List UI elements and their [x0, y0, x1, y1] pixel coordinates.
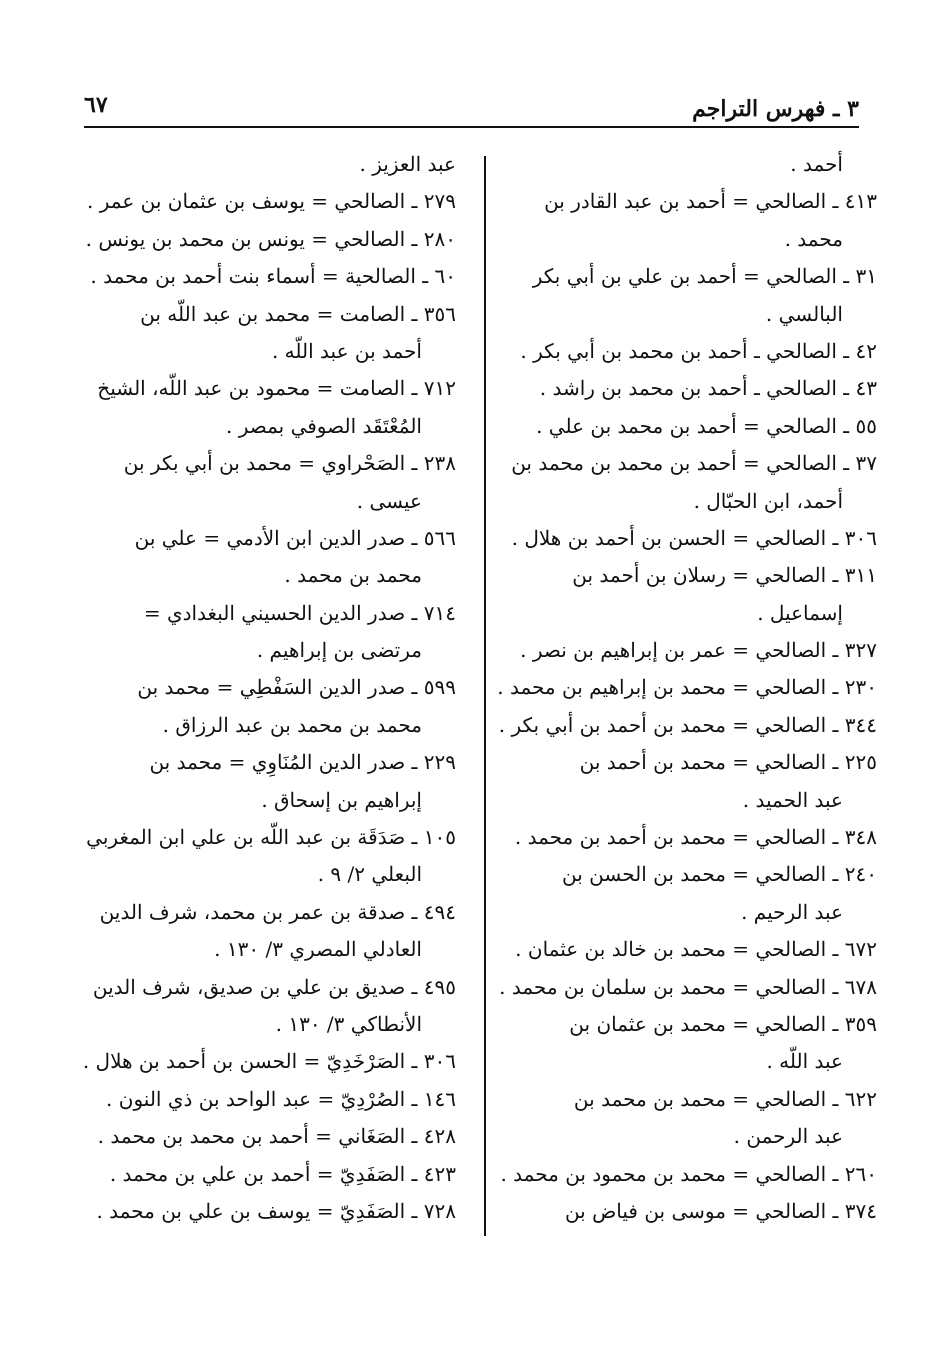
page-header	[84, 90, 859, 124]
index-entry: ٥٥ ـ الصالحي = أحمد بن محمد بن علي .	[536, 413, 877, 438]
index-entry: ١٤٦ ـ الصُرْدِيّ = عبد الواحد بن ذي النون .	[106, 1086, 456, 1111]
index-entry: ٦٧٢ ـ الصالحي = محمد بن خالد بن عثمان .	[515, 937, 877, 962]
index-entry: ٢٨٠ ـ الصالحي = يونس بن محمد بن يونس .	[85, 226, 456, 251]
index-entry-continuation: محمد بن محمد .	[284, 563, 422, 588]
index-entry: ٦٠ ـ الصالحية = أسماء بنت أحمد بن محمد .	[90, 264, 456, 289]
index-entry: ٣١ ـ الصالحي = أحمد بن علي بن أبي بكر	[532, 264, 877, 289]
index-entry: ٣١١ ـ الصالحي = رسلان بن أحمد بن	[572, 563, 877, 588]
index-entry: ٤٩٤ ـ صدقة بن عمر بن محمد، شرف الدين	[99, 899, 456, 924]
index-entry: ٤٣ ـ الصالحي ـ أحمد بن محمد بن راشد .	[539, 376, 877, 401]
index-entry: ٣٧ ـ الصالحي = أحمد بن محمد بن محمد بن	[511, 451, 877, 476]
index-entry: ٢٤٠ ـ الصالحي = محمد بن الحسن بن	[561, 862, 877, 887]
index-entry-continuation: أحمد .	[790, 152, 843, 176]
index-entry-continuation: مرتضى بن إبراهيم .	[256, 638, 422, 663]
index-entry: ٤٢٣ ـ الصَفَدِيّ = أحمد بن علي بن محمد .	[109, 1161, 456, 1186]
index-entry-continuation: البالسي .	[765, 301, 843, 326]
index-entry: ٢٣٨ ـ الصَحْراوي = محمد بن أبي بكر بن	[123, 451, 456, 476]
index-entry-continuation: محمد بن محمد بن عبد الرزاق .	[162, 712, 422, 737]
section-title: ٣ ـ فهرس التراجم	[692, 96, 859, 122]
index-entry: ٢٧٩ ـ الصالحي = يوسف بن عثمان بن عمر .	[87, 189, 456, 214]
right-column	[497, 146, 877, 1230]
index-entry-continuation: عبد الحميد .	[742, 787, 843, 812]
index-entry: ٤٢٨ ـ الصَغَاني = أحمد بن محمد بن محمد .	[97, 1124, 456, 1149]
index-entry: ٤١٣ ـ الصالحي = أحمد بن عبد القادر بن	[544, 189, 877, 214]
index-entry: ٣٠٦ ـ الصَرْخَدِيّ = الحسن بن أحمد بن هلال .	[82, 1049, 456, 1074]
index-entry-continuation: عبد الرحمن .	[733, 1124, 843, 1149]
index-entry-continuation: محمد .	[784, 226, 843, 251]
index-entry: ٦٢٢ ـ الصالحي = محمد بن محمد بن	[573, 1086, 877, 1111]
index-entry-continuation: المُعْتَقَد الصوفي بمصر .	[225, 413, 422, 438]
index-entry-continuation: البعلي ٢/ ٩ .	[317, 862, 422, 887]
column-divider	[484, 156, 486, 1236]
index-entry: ٣٥٩ ـ الصالحي = محمد بن عثمان بن	[569, 1011, 877, 1036]
index-entry: ٧١٤ ـ صدر الدين الحسيني البغدادي =	[143, 600, 456, 625]
index-entry: ٢٣٠ ـ الصالحي = محمد بن إبراهيم بن محمد .	[497, 675, 877, 700]
index-entry: ٤٩٥ ـ صديق بن علي بن صديق، شرف الدين	[92, 974, 456, 999]
index-entry: ٢٦٠ ـ الصالحي = محمد بن محمود بن محمد .	[500, 1161, 877, 1186]
page-number: ٦٧	[84, 92, 108, 118]
index-entry: ٢٢٩ ـ صدر الدين المُنَاوِي = محمد بن	[149, 750, 456, 775]
index-entry-continuation: عيسى .	[356, 488, 422, 513]
index-entry-continuation: عبد اللّه .	[766, 1049, 843, 1074]
index-entry: ٣٤٤ ـ الصالحي = محمد بن أحمد بن أبي بكر .	[498, 712, 877, 737]
header-rule	[84, 126, 859, 128]
index-entry: ٤٢ ـ الصالحي ـ أحمد بن محمد بن أبي بكر .	[520, 338, 877, 363]
index-entry: ٣٧٤ ـ الصالحي = موسى بن فياض بن	[564, 1198, 877, 1223]
index-entry-continuation: إبراهيم بن إسحاق .	[261, 787, 422, 812]
index-entry-continuation: إسماعيل .	[757, 600, 843, 625]
index-entry: ١٠٥ ـ صَدَقَة بن عبد اللّه بن علي ابن المغربي	[86, 825, 456, 850]
index-entry: ٧١٢ ـ الصامت = محمود بن عبد اللّه، الشيخ	[97, 376, 456, 401]
index-entry-continuation: الأنطاكي ٣/ ١٣٠ .	[275, 1011, 422, 1036]
index-entry: ٦٧٨ ـ الصالحي = محمد بن سلمان بن محمد .	[499, 974, 877, 999]
left-column	[76, 146, 456, 1230]
index-entry: ٥٦٦ ـ صدر الدين ابن الأدمي = علي بن	[134, 525, 456, 550]
index-entry: ٧٢٨ ـ الصَفَدِيّ = يوسف بن علي بن محمد .	[96, 1198, 456, 1223]
index-entry: ٣٠٦ ـ الصالحي = الحسن بن أحمد بن هلال .	[511, 525, 877, 550]
index-entry: ٥٩٩ ـ صدر الدين السَفْطِي = محمد بن	[137, 675, 456, 700]
index-entry: ٣٢٧ ـ الصالحي = عمر بن إبراهيم بن نصر .	[520, 638, 877, 663]
index-entry: عبد العزيز .	[359, 152, 456, 176]
index-entry-continuation: أحمد بن عبد اللّه .	[271, 338, 422, 363]
index-entry-continuation: أحمد، ابن الحبّال .	[693, 488, 843, 513]
index-entry: ٢٢٥ ـ الصالحي = محمد بن أحمد بن	[579, 750, 877, 775]
index-entry-continuation: عبد الرحيم .	[741, 899, 843, 924]
index-entry: ٣٥٦ ـ الصامت = محمد بن عبد اللّه بن	[140, 301, 456, 326]
index-entry: ٣٤٨ ـ الصالحي = محمد بن أحمد بن محمد .	[514, 825, 877, 850]
index-entry-continuation: العادلي المصري ٣/ ١٣٠ .	[214, 937, 422, 962]
